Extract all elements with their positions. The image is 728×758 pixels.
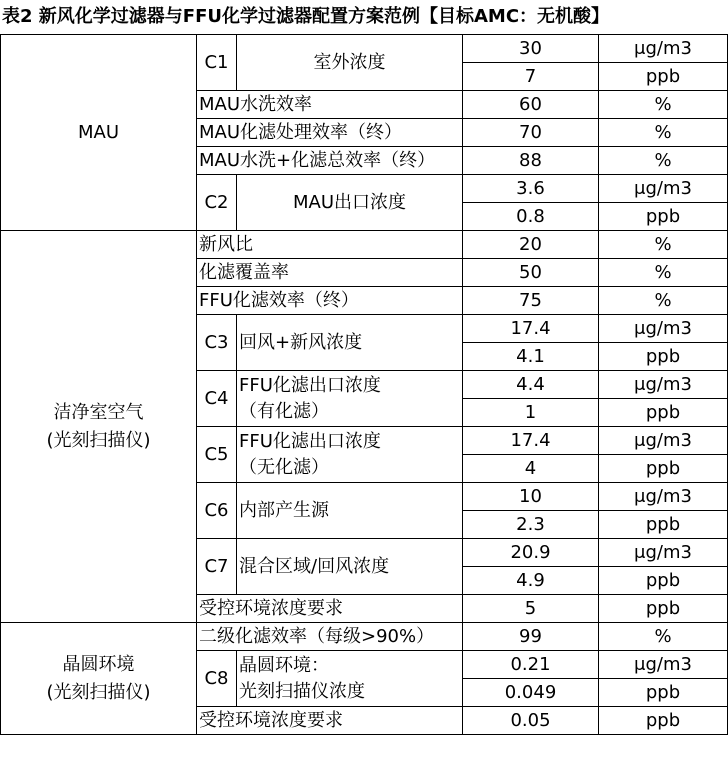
- row-label: 回风+新风浓度: [237, 315, 463, 371]
- unit-cell: ppb: [599, 203, 728, 231]
- section-wafer-line2: (光刻扫描仪): [46, 681, 151, 703]
- value-cell: 5: [463, 595, 599, 623]
- row-label: 内部产生源: [237, 483, 463, 539]
- value-cell: 0.21: [463, 651, 599, 679]
- row-label: MAU化滤处理效率（终）: [197, 119, 463, 147]
- unit-cell: %: [599, 259, 728, 287]
- table-row: [1, 623, 728, 651]
- value-cell: 4.4: [463, 371, 599, 399]
- row-code: C6: [197, 483, 237, 539]
- unit-cell: ppb: [599, 399, 728, 427]
- value-cell: 88: [463, 147, 599, 175]
- value-cell: 30: [463, 35, 599, 63]
- value-cell: 3.6: [463, 175, 599, 203]
- unit-cell: ppb: [599, 707, 728, 735]
- section-cleanroom-line1: 洁净室空气: [53, 401, 144, 423]
- row-code: C8: [197, 651, 237, 707]
- row-label: 化滤覆盖率: [197, 259, 463, 287]
- value-cell: 75: [463, 287, 599, 315]
- table-row: [1, 35, 728, 63]
- value-cell: 0.049: [463, 679, 599, 707]
- row-label: [237, 651, 463, 707]
- unit-cell: μg/m3: [599, 539, 728, 567]
- value-cell: 70: [463, 119, 599, 147]
- row-label: [237, 371, 463, 427]
- value-cell: 4: [463, 455, 599, 483]
- value-cell: 7: [463, 63, 599, 91]
- value-cell: 60: [463, 91, 599, 119]
- value-cell: 4.9: [463, 567, 599, 595]
- unit-cell: %: [599, 231, 728, 259]
- row-label-line2: （无化滤）: [239, 456, 329, 478]
- row-label: [237, 427, 463, 483]
- row-code: C1: [197, 35, 237, 91]
- value-cell: 20: [463, 231, 599, 259]
- row-label-line1: 晶圆环境：: [239, 654, 329, 676]
- row-code: C7: [197, 539, 237, 595]
- value-cell: 0.8: [463, 203, 599, 231]
- row-label-line2: 光刻扫描仪浓度: [239, 680, 365, 702]
- value-cell: 50: [463, 259, 599, 287]
- value-cell: 17.4: [463, 315, 599, 343]
- row-label: 二级化滤效率（每级>90%）: [197, 623, 463, 651]
- unit-cell: ppb: [599, 63, 728, 91]
- unit-cell: μg/m3: [599, 483, 728, 511]
- unit-cell: ppb: [599, 595, 728, 623]
- row-label: 受控环境浓度要求: [197, 707, 463, 735]
- unit-cell: ppb: [599, 511, 728, 539]
- unit-cell: ppb: [599, 455, 728, 483]
- value-cell: 0.05: [463, 707, 599, 735]
- section-mau: MAU: [1, 35, 197, 231]
- row-label: MAU水洗效率: [197, 91, 463, 119]
- value-cell: 1: [463, 399, 599, 427]
- unit-cell: %: [599, 91, 728, 119]
- row-label: FFU化滤效率（终）: [197, 287, 463, 315]
- value-cell: 4.1: [463, 343, 599, 371]
- table-row: [1, 231, 728, 259]
- unit-cell: μg/m3: [599, 651, 728, 679]
- row-label: 受控环境浓度要求: [197, 595, 463, 623]
- value-cell: 2.3: [463, 511, 599, 539]
- row-code: C4: [197, 371, 237, 427]
- row-label: 混合区域/回风浓度: [237, 539, 463, 595]
- row-code: C2: [197, 175, 237, 231]
- unit-cell: μg/m3: [599, 315, 728, 343]
- row-code: C3: [197, 315, 237, 371]
- unit-cell: ppb: [599, 567, 728, 595]
- unit-cell: μg/m3: [599, 371, 728, 399]
- row-label: MAU水洗+化滤总效率（终）: [197, 147, 463, 175]
- unit-cell: %: [599, 119, 728, 147]
- value-cell: 10: [463, 483, 599, 511]
- unit-cell: ppb: [599, 343, 728, 371]
- value-cell: 17.4: [463, 427, 599, 455]
- unit-cell: %: [599, 623, 728, 651]
- section-wafer: [1, 623, 197, 735]
- row-label: 新风比: [197, 231, 463, 259]
- row-label: MAU出口浓度: [237, 175, 463, 231]
- unit-cell: μg/m3: [599, 427, 728, 455]
- unit-cell: ppb: [599, 679, 728, 707]
- row-label-line2: （有化滤）: [239, 400, 329, 422]
- row-label-line1: FFU化滤出口浓度: [239, 374, 381, 396]
- unit-cell: %: [599, 147, 728, 175]
- row-label: 室外浓度: [237, 35, 463, 91]
- row-label-line1: FFU化滤出口浓度: [239, 430, 381, 452]
- unit-cell: %: [599, 287, 728, 315]
- value-cell: 99: [463, 623, 599, 651]
- value-cell: 20.9: [463, 539, 599, 567]
- row-code: C5: [197, 427, 237, 483]
- config-table: [0, 34, 728, 735]
- unit-cell: μg/m3: [599, 175, 728, 203]
- unit-cell: μg/m3: [599, 35, 728, 63]
- section-cleanroom: [1, 231, 197, 623]
- table-title: 表2 新风化学过滤器与FFU化学过滤器配置方案范例【目标AMC：无机酸】: [2, 6, 610, 27]
- section-wafer-line1: 晶圆环境: [62, 653, 135, 675]
- section-cleanroom-line2: (光刻扫描仪): [46, 429, 151, 451]
